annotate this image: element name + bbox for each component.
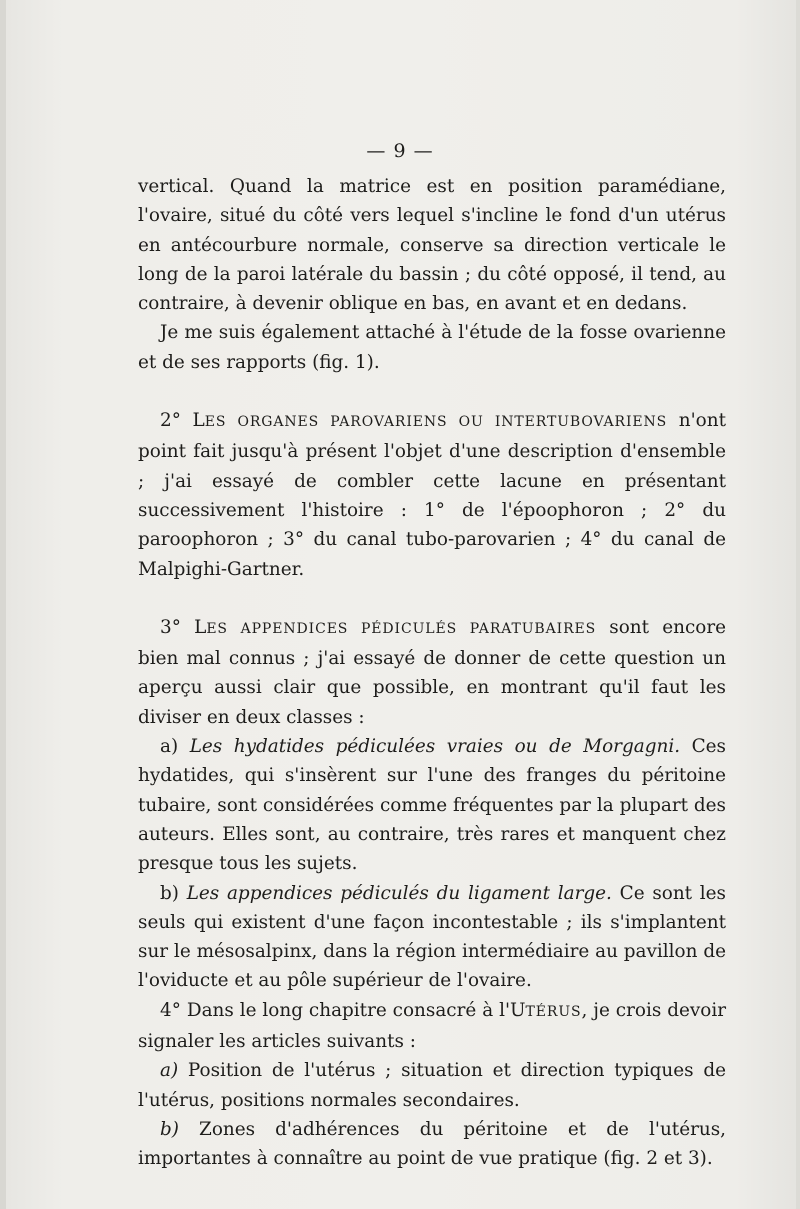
paragraph-uterus (138, 996, 726, 1057)
page-number: — 9 — (366, 140, 434, 162)
page-edge-right (796, 0, 800, 1209)
section-title-initial: L (194, 616, 207, 638)
paragraph-adhesions (138, 1115, 726, 1174)
section-text: n'ont point fait jusqu'à présent l'objet d'une description d'ensemble ; j'ai essayé de combler cette lacune en présentant successivement l'histoire : 1° de l'époophoron ; 2° du paroophoron ; 3° du canal tubo-parovarien ; 4° du canal de Malpighi-Gartner. (138, 410, 726, 580)
item-text: Position de l'utérus ; situation et direction typiques de l'utérus, positions normales secondaires. (138, 1060, 726, 1111)
section-title: ES APPENDICES PÉDICULÉS PARATUBAIRES (206, 620, 597, 637)
paragraph-text: , je crois devoir signaler les articles suivants : (138, 999, 726, 1053)
paragraph-pedicled-appendices (138, 613, 726, 732)
item-text: Ce sont les seuls qui existent d'une façon incontestable ; ils s'implantent sur le mésosalpinx, dans la région intermédiaire au pavillon de l'oviducte et au pôle supérieur de l'ovaire. (138, 882, 726, 992)
item-text: Ces hydatides, qui s'insèrent sur l'une des franges du péritoine tubaire, sont considérées comme fréquentes par la plupart des auteurs. Elles sont, au contraire, très rares et manquent chez presque tous les sujets. (138, 736, 726, 875)
section-title-initial: L (192, 410, 205, 432)
uterus-word: TÉRUS (525, 1003, 582, 1020)
paragraph-parovarian-organs (138, 406, 726, 584)
section-number: 2° (160, 410, 181, 432)
section-text: sont encore bien mal connus ; j'ai essayé de donner de cette question un aperçu aussi clair que possible, en montrant qu'il faut les diviser en deux classes : (138, 616, 726, 728)
paragraph-position (138, 1056, 726, 1115)
item-label: b) (160, 882, 187, 904)
item-title: Les hydatides pédiculées vraies ou de Morgagni. (189, 736, 681, 758)
paragraph-hydatids (138, 732, 726, 878)
section-number: 3° (160, 616, 181, 638)
body-text (138, 172, 726, 1174)
section-title: ES ORGANES PAROVARIENS OU INTERTUBOVARIENS (204, 414, 668, 431)
item-label: a) (160, 736, 190, 758)
item-label: a) (160, 1060, 179, 1082)
item-title: Les appendices pédiculés du ligament large. (186, 882, 612, 904)
item-label: b) (160, 1118, 179, 1140)
paragraph-appendices (138, 879, 726, 996)
paragraph-2: Je me suis également attaché à l'étude de la fosse ovarienne et de ses rapports (fig. 1). (138, 322, 726, 373)
paragraph-1: vertical. Quand la matrice est en position paramédiane, l'ovaire, situé du côté vers lequel s'incline le fond d'un utérus en antécourbure normale, conserve sa direction verticale le long de la paroi latérale du bassin ; du côté opposé, il tend, au contraire, à devenir oblique en bas, en avant et en dedans. (138, 176, 726, 315)
uterus-initial: U (510, 999, 526, 1021)
item-text: Zones d'adhérences du péritoine et de l'utérus, importantes à connaître au point de vue pratique (fig. 2 et 3). (138, 1118, 726, 1170)
paragraph-text: 4° Dans le long chapitre consacré à l' (160, 999, 511, 1021)
page-edge-left (0, 0, 6, 1209)
